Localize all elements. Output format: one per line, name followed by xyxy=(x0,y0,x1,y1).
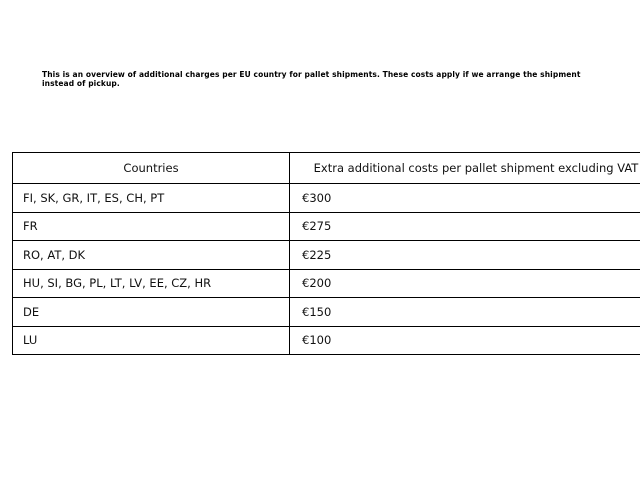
cell-countries: FR xyxy=(13,212,290,241)
cell-countries: DE xyxy=(13,298,290,327)
header-countries: Countries xyxy=(13,153,290,184)
costs-table xyxy=(12,152,640,355)
header-costs: Extra additional costs per pallet shipment excluding VAT xyxy=(290,153,640,184)
table-row xyxy=(13,241,640,270)
table-header-row xyxy=(13,153,640,184)
cell-cost: €300 xyxy=(290,184,640,213)
cell-countries: LU xyxy=(13,326,290,355)
cell-countries: RO, AT, DK xyxy=(13,241,290,270)
cell-cost: €150 xyxy=(290,298,640,327)
table-row xyxy=(13,269,640,298)
cell-countries: FI, SK, GR, IT, ES, CH, PT xyxy=(13,184,290,213)
cell-cost: €200 xyxy=(290,269,640,298)
table-row xyxy=(13,212,640,241)
costs-table-container xyxy=(12,152,639,355)
table-row xyxy=(13,184,640,213)
intro-paragraph: This is an overview of additional charges per EU country for pallet shipments. These costs apply if we arrange the shipment instead of pickup. xyxy=(42,69,581,89)
cell-cost: €225 xyxy=(290,241,640,270)
table-row xyxy=(13,326,640,355)
cell-countries: HU, SI, BG, PL, LT, LV, EE, CZ, HR xyxy=(13,269,290,298)
table-row xyxy=(13,298,640,327)
cell-cost: €100 xyxy=(290,326,640,355)
cell-cost: €275 xyxy=(290,212,640,241)
